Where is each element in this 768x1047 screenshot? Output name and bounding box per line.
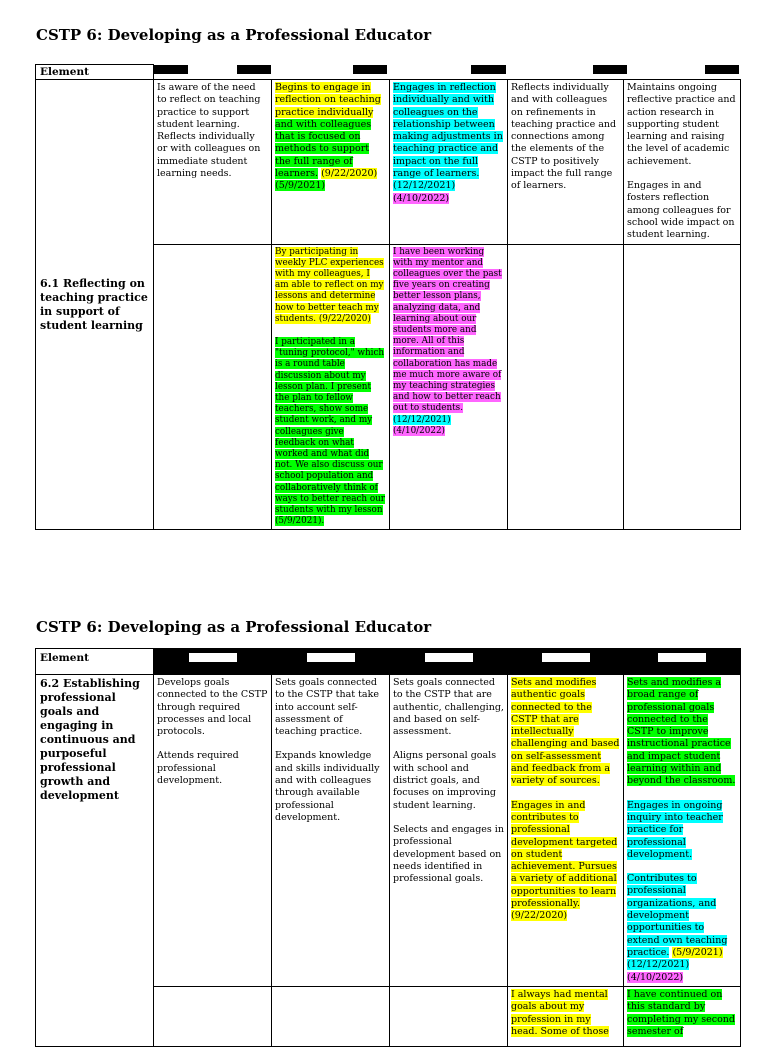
- evidence-exploring: By participating in weekly PLC experiences with my colleagues, I am able to reflect on my lessons and determine how to better teach my students. (9/22/2020) I participated in a "tuning protocol," which is a round table discussion about my lesson plan. I present the plan to fellow teachers, show some student work, and my colleagues give feedback on what worked and what did not. We also discuss our school population and collaboratively think of ways to better reach our students with my lesson (5/9/2021).: [272, 244, 390, 530]
- evidence-2-innovating: I have continued on this standard by completing my second semester of: [624, 987, 741, 1047]
- section-2-title: CSTP 6: Developing as a Professional Educator: [36, 618, 432, 636]
- evidence-applying: I have been working with my mentor and colleagues over the past five years on creating better lesson plans, analyzing data, and learning about our students more and more. All of this information and collaboration has made me much more aware of my teaching strategies and how to better reach out to students. (12/12/2021) (4/10/2022): [390, 244, 508, 530]
- section-1-title: CSTP 6: Developing as a Professional Educator: [36, 26, 432, 44]
- evidence-emerging: [154, 244, 272, 530]
- header-level-1: [154, 649, 272, 675]
- header-level-2: [272, 649, 390, 675]
- descriptor-integrating: Reflects individually and with colleagues on refinements in teaching practice and connections among the elements of the CSTP to positively impact the full range of learners.: [508, 80, 624, 245]
- element-6-2-label-cell: [36, 675, 154, 1047]
- cstp-6-2-table: [35, 648, 741, 1047]
- header-level-4: [508, 649, 624, 675]
- descriptor-applying: Engages in reflection individually and with colleagues on the relationship between making adjustments in teaching practice and impact on the full range of learners. (12/12/2021) (4/10/2022): [390, 80, 508, 245]
- descriptor-exploring: Begins to engage in reflection on teaching practice individually and with colleagues that is focused on methods to support the full range of learners. (9/22/2020) (5/9/2021): [272, 80, 390, 245]
- evidence-2-applying: [390, 987, 508, 1047]
- evidence-2-integrating: I always had mental goals about my profession in my head. Some of those: [508, 987, 624, 1047]
- element-6-2-label: 6.2 Establishing professional goals and engaging in continuous and purposeful professional growth and development: [40, 677, 140, 802]
- header-bar: [154, 65, 741, 80]
- evidence-2-exploring: [272, 987, 390, 1047]
- element-header: Element: [36, 65, 154, 80]
- evidence-2-emerging: [154, 987, 272, 1047]
- header-level-5: [624, 649, 741, 675]
- element-6-1-label-cell: [36, 80, 154, 530]
- descriptor-emerging: Is aware of the need to reflect on teaching practice to support student learning. Reflects individually or with colleagues on immediate student learning needs.: [154, 80, 272, 245]
- descriptor-2-exploring: Sets goals connected to the CSTP that take into account self-assessment of teaching practice. Expands knowledge and skills individually and with colleagues through available professional development.: [272, 675, 390, 987]
- descriptor-2-emerging: Develops goals connected to the CSTP through required processes and local protocols. Attends required professional development.: [154, 675, 272, 987]
- header-level-3: [390, 649, 508, 675]
- element-6-1-label: 6.1 Reflecting on teaching practice in support of student learning: [40, 276, 148, 332]
- cstp-6-1-table: [35, 64, 741, 530]
- evidence-integrating: [508, 244, 624, 530]
- descriptor-2-innovating: Sets and modifies a broad range of professional goals connected to the CSTP to improve instructional practice and impact student learning within and beyond the classroom. Engages in ongoing inquiry into teacher practice for professional development. Contributes to professional organizations, and development opportunities to extend own teaching practice. (5/9/2021) (12/12/2021) (4/10/2022): [624, 675, 741, 987]
- descriptor-2-applying: Sets goals connected to the CSTP that are authentic, challenging, and based on self-assessment. Aligns personal goals with school and district goals, and focuses on improving student learning. Selects and engages in professional development based on needs identified in professional goals.: [390, 675, 508, 987]
- descriptor-innovating: Maintains ongoing reflective practice and action research in supporting student learning and raising the level of academic achievement. Engages in and fosters reflection among colleagues for school wide impact on student learning.: [624, 80, 741, 245]
- element-header-2: Element: [36, 649, 154, 675]
- descriptor-2-integrating: Sets and modifies authentic goals connected to the CSTP that are intellectually challenging and based on self-assessment and feedback from a variety of sources. Engages in and contributes to professional development targeted on student achievement. Pursues a variety of additional opportunities to learn professionally. (9/22/2020): [508, 675, 624, 987]
- evidence-innovating: [624, 244, 741, 530]
